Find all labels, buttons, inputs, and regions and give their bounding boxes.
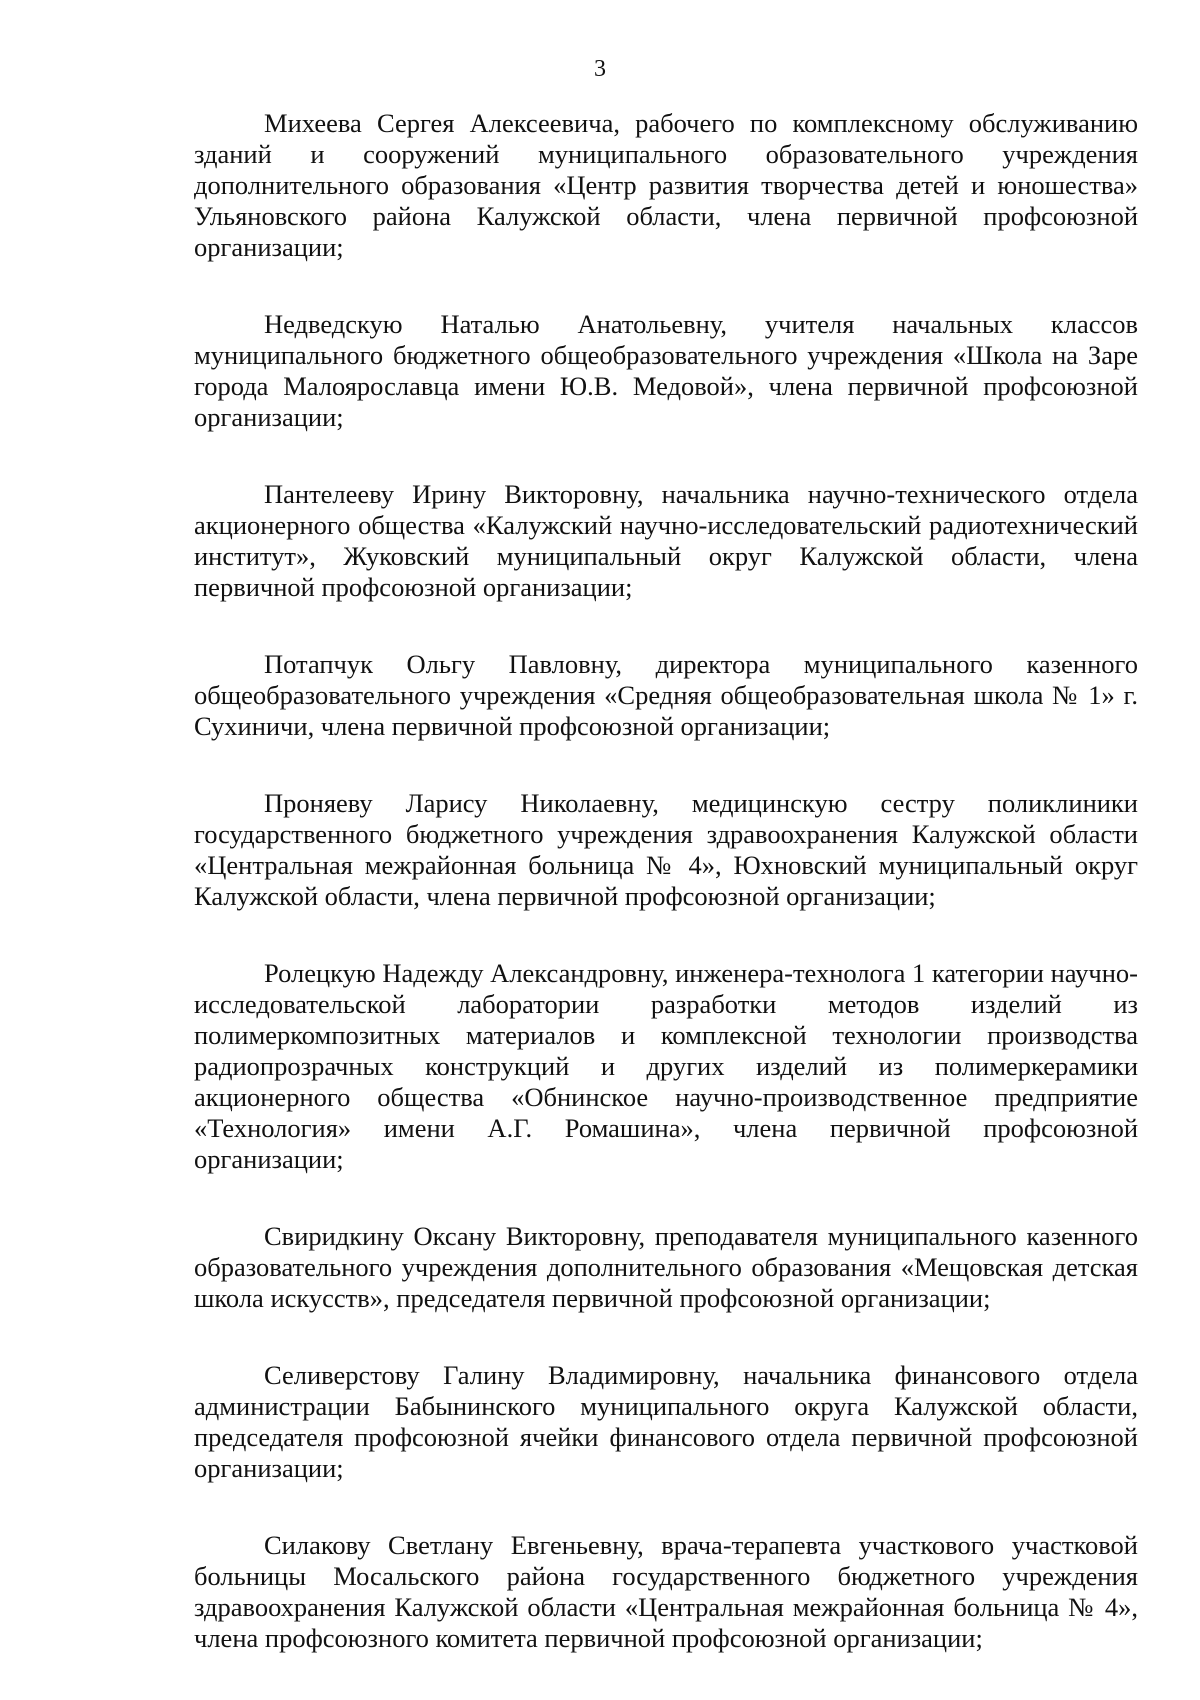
document-body bbox=[194, 108, 1138, 1700]
list-item: Силакову Светлану Евгеньевну, врача-терапевта участкового участковой больницы Мосальского района государственного бюджетного учреждения здравоохранения Калужской области «Центральная межрайонная больница № 4», члена профсоюзного комитета первичной профсоюзной организации; bbox=[194, 1530, 1138, 1653]
list-item: Михеева Сергея Алексеевича, рабочего по комплексному обслуживанию зданий и сооружений муниципального образовательного учреждения дополнительного образования «Центр развития творчества детей и юношества» Ульяновского района Калужской области, члена первичной профсоюзной организации; bbox=[194, 108, 1138, 262]
page-number: 3 bbox=[594, 56, 606, 82]
list-item: Селиверстову Галину Владимировну, начальника финансового отдела администрации Бабынинского муниципального округа Калужской области, председателя профсоюзной ячейки финансового отдела первичной профсоюзной организации; bbox=[194, 1360, 1138, 1483]
list-item: Недведскую Наталью Анатольевну, учителя начальных классов муниципального бюджетного общеобразовательного учреждения «Школа на Заре города Малоярославца имени Ю.В. Медовой», члена первичной профсоюзной организации; bbox=[194, 309, 1138, 432]
list-item: Проняеву Ларису Николаевну, медицинскую сестру поликлиники государственного бюджетного учреждения здравоохранения Калужской области «Центральная межрайонная больница № 4», Юхновский муниципальный округ Калужской области, члена первичной профсоюзной организации; bbox=[194, 788, 1138, 911]
list-item: Ролецкую Надежду Александровну, инженера-технолога 1 категории научно-исследовательской лаборатории разработки методов изделий из полимеркомпозитных материалов и комплексной технологии производства радиопрозрачных конструкций и других изделий из полимеркерамики акционерного общества «Обнинское научно-производственное предприятие «Технология» имени А.Г. Ромашина», члена первичной профсоюзной организации; bbox=[194, 958, 1138, 1174]
list-item: Пантелееву Ирину Викторовну, начальника научно-технического отдела акционерного общества «Калужский научно-исследовательский радиотехнический институт», Жуковский муниципальный округ Калужской области, члена первичной профсоюзной организации; bbox=[194, 479, 1138, 602]
list-item: Потапчук Ольгу Павловну, директора муниципального казенного общеобразовательного учреждения «Средняя общеобразовательная школа № 1» г. Сухиничи, члена первичной профсоюзной организации; bbox=[194, 649, 1138, 741]
list-item: Свиридкину Оксану Викторовну, преподавателя муниципального казенного образовательного учреждения дополнительного образования «Мещовская детская школа искусств», председателя первичной профсоюзной организации; bbox=[194, 1221, 1138, 1313]
